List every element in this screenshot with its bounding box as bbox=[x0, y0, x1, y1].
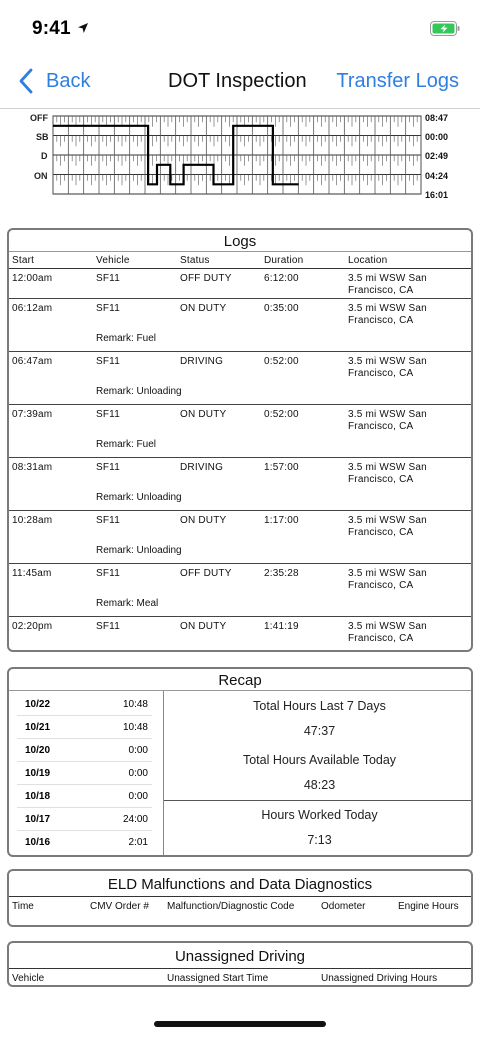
duty-status-graph bbox=[0, 108, 480, 200]
unassigned-title: Unassigned Driving bbox=[9, 943, 471, 969]
status-time: 9:41 bbox=[32, 18, 71, 39]
logs-panel bbox=[7, 228, 473, 652]
log-vehicle: SF11 bbox=[96, 303, 120, 314]
log-status: ON DUTY bbox=[180, 409, 227, 420]
log-vehicle: SF11 bbox=[96, 273, 120, 284]
log-duration: 2:35:28 bbox=[264, 568, 299, 579]
log-location: 3.5 mi WSW San Francisco, CA bbox=[348, 462, 427, 485]
graph-row-label-d: D bbox=[41, 151, 48, 161]
log-remark: Remark: Fuel bbox=[96, 333, 157, 344]
recap-hours: 0:00 bbox=[128, 745, 148, 756]
log-location: 3.5 mi WSW San Francisco, CA bbox=[348, 568, 427, 591]
log-duration: 1:57:00 bbox=[264, 462, 299, 473]
recap-date: 10/22 bbox=[25, 699, 51, 710]
recap-date: 10/19 bbox=[25, 768, 51, 779]
graph-total-off: 08:47 bbox=[425, 113, 449, 123]
log-status: DRIVING bbox=[180, 462, 224, 473]
graph-total-on: 04:24 bbox=[425, 171, 449, 181]
log-row[interactable] bbox=[9, 352, 471, 405]
log-location: 3.5 mi WSW San Francisco, CA bbox=[348, 621, 427, 644]
log-vehicle: SF11 bbox=[96, 462, 120, 473]
log-start: 12:00am bbox=[12, 273, 53, 284]
recap-totals bbox=[164, 691, 473, 857]
location-arrow-icon bbox=[77, 22, 89, 34]
log-location: 3.5 mi WSW San Francisco, CA bbox=[348, 515, 427, 538]
recap-date: 10/20 bbox=[25, 745, 51, 756]
recap-day-row bbox=[17, 785, 152, 808]
log-remark: Remark: Unloading bbox=[96, 386, 182, 397]
recap-date: 10/17 bbox=[25, 814, 51, 825]
home-indicator[interactable] bbox=[154, 1021, 326, 1027]
eld-diagnostics-panel bbox=[7, 869, 473, 927]
log-row[interactable] bbox=[9, 269, 471, 299]
graph-total-all: 16:01 bbox=[425, 190, 449, 200]
col-header-duration: Duration bbox=[264, 255, 304, 266]
log-vehicle: SF11 bbox=[96, 356, 120, 367]
log-duration: 6:12:00 bbox=[264, 273, 299, 284]
eld-col-odometer: Odometer bbox=[321, 901, 366, 912]
log-remark: Remark: Meal bbox=[96, 598, 159, 609]
unassigned-col-driving-hours: Unassigned Driving Hours bbox=[321, 973, 438, 984]
recap-total-7-days bbox=[164, 691, 473, 745]
page-title: DOT Inspection bbox=[168, 70, 307, 92]
recap-date: 10/18 bbox=[25, 791, 51, 802]
log-start: 08:31am bbox=[12, 462, 53, 473]
recap-hours: 10:48 bbox=[122, 722, 148, 733]
recap-worked-label: Hours Worked Today bbox=[261, 808, 378, 822]
eld-col-malfunction-code: Malfunction/Diagnostic Code bbox=[167, 901, 295, 912]
log-duration: 1:17:00 bbox=[264, 515, 299, 526]
log-location: 3.5 mi WSW San Francisco, CA bbox=[348, 356, 427, 379]
log-row[interactable] bbox=[9, 564, 471, 617]
log-remark: Remark: Unloading bbox=[96, 545, 182, 556]
log-start: 06:12am bbox=[12, 303, 53, 314]
recap-hours: 0:00 bbox=[128, 768, 148, 779]
back-button-label: Back bbox=[46, 69, 91, 92]
recap-total-7-label: Total Hours Last 7 Days bbox=[253, 699, 386, 713]
log-location: 3.5 mi WSW San Francisco, CA bbox=[348, 409, 427, 432]
log-row[interactable] bbox=[9, 617, 471, 647]
eld-col-cmv-order: CMV Order # bbox=[90, 901, 149, 912]
graph-row-label-on: ON bbox=[34, 171, 48, 181]
unassigned-col-start-time: Unassigned Start Time bbox=[167, 973, 269, 984]
recap-available-today bbox=[164, 745, 473, 799]
eld-col-time: Time bbox=[12, 901, 34, 912]
recap-total-7-value: 47:37 bbox=[303, 724, 336, 738]
log-location: 3.5 mi WSW San Francisco, CA bbox=[348, 273, 427, 296]
transfer-logs-button[interactable]: Transfer Logs bbox=[336, 70, 459, 92]
recap-hours: 10:48 bbox=[122, 699, 148, 710]
log-vehicle: SF11 bbox=[96, 515, 120, 526]
col-header-start: Start bbox=[12, 255, 35, 266]
log-status: ON DUTY bbox=[180, 515, 227, 526]
log-status: ON DUTY bbox=[180, 303, 227, 314]
status-bar bbox=[0, 0, 480, 56]
log-vehicle: SF11 bbox=[96, 568, 120, 579]
log-duration: 0:52:00 bbox=[264, 356, 299, 367]
recap-worked-today bbox=[164, 800, 473, 854]
graph-total-sb: 00:00 bbox=[425, 132, 449, 142]
col-header-status: Status bbox=[180, 255, 210, 266]
log-duration: 0:35:00 bbox=[264, 303, 299, 314]
eld-title: ELD Malfunctions and Data Diagnostics bbox=[9, 871, 471, 897]
log-status: ON DUTY bbox=[180, 621, 227, 632]
log-row[interactable] bbox=[9, 405, 471, 458]
log-start: 07:39am bbox=[12, 409, 53, 420]
recap-day-row bbox=[17, 739, 152, 762]
log-location: 3.5 mi WSW San Francisco, CA bbox=[348, 303, 427, 326]
logs-title: Logs bbox=[9, 230, 471, 252]
eld-col-engine-hours: Engine Hours bbox=[398, 901, 459, 912]
battery-charging-icon bbox=[430, 21, 460, 36]
log-start: 10:28am bbox=[12, 515, 53, 526]
log-row[interactable] bbox=[9, 458, 471, 511]
graph-row-label-sb: SB bbox=[36, 132, 49, 142]
recap-title: Recap bbox=[9, 669, 471, 691]
log-row[interactable] bbox=[9, 299, 471, 352]
recap-day-row bbox=[17, 831, 152, 854]
navigation-bar bbox=[0, 58, 480, 104]
recap-available-value: 48:23 bbox=[303, 778, 336, 792]
log-vehicle: SF11 bbox=[96, 409, 120, 420]
back-button[interactable] bbox=[18, 66, 90, 96]
log-vehicle: SF11 bbox=[96, 621, 120, 632]
recap-hours: 0:00 bbox=[128, 791, 148, 802]
recap-day-row bbox=[17, 808, 152, 831]
log-start: 06:47am bbox=[12, 356, 53, 367]
log-status: OFF DUTY bbox=[180, 273, 232, 284]
graph-total-d: 02:49 bbox=[425, 151, 449, 161]
recap-panel bbox=[7, 667, 473, 857]
unassigned-col-vehicle: Vehicle bbox=[12, 973, 45, 984]
logs-table-header bbox=[9, 252, 471, 269]
log-status: DRIVING bbox=[180, 356, 224, 367]
recap-date: 10/21 bbox=[25, 722, 51, 733]
log-remark: Remark: Unloading bbox=[96, 492, 182, 503]
log-start: 02:20pm bbox=[12, 621, 53, 632]
chevron-left-icon bbox=[18, 68, 34, 94]
recap-hours: 24:00 bbox=[122, 814, 148, 825]
col-header-location: Location bbox=[348, 255, 388, 266]
recap-day-row bbox=[17, 716, 152, 739]
col-header-vehicle: Vehicle bbox=[96, 255, 130, 266]
recap-day-row bbox=[17, 762, 152, 785]
log-start: 11:45am bbox=[12, 568, 52, 579]
log-duration: 0:52:00 bbox=[264, 409, 299, 420]
graph-row-label-off: OFF bbox=[30, 113, 48, 123]
unassigned-driving-panel bbox=[7, 941, 473, 987]
recap-day-row bbox=[17, 693, 152, 716]
recap-worked-value: 7:13 bbox=[307, 833, 332, 847]
recap-hours: 2:01 bbox=[128, 837, 148, 848]
duty-status-grid bbox=[0, 109, 480, 201]
log-status: OFF DUTY bbox=[180, 568, 232, 579]
recap-available-label: Total Hours Available Today bbox=[242, 753, 397, 767]
recap-daily-list bbox=[9, 691, 163, 855]
log-remark: Remark: Fuel bbox=[96, 439, 157, 450]
recap-date: 10/16 bbox=[25, 837, 51, 848]
log-duration: 1:41:19 bbox=[264, 621, 299, 632]
log-row[interactable] bbox=[9, 511, 471, 564]
